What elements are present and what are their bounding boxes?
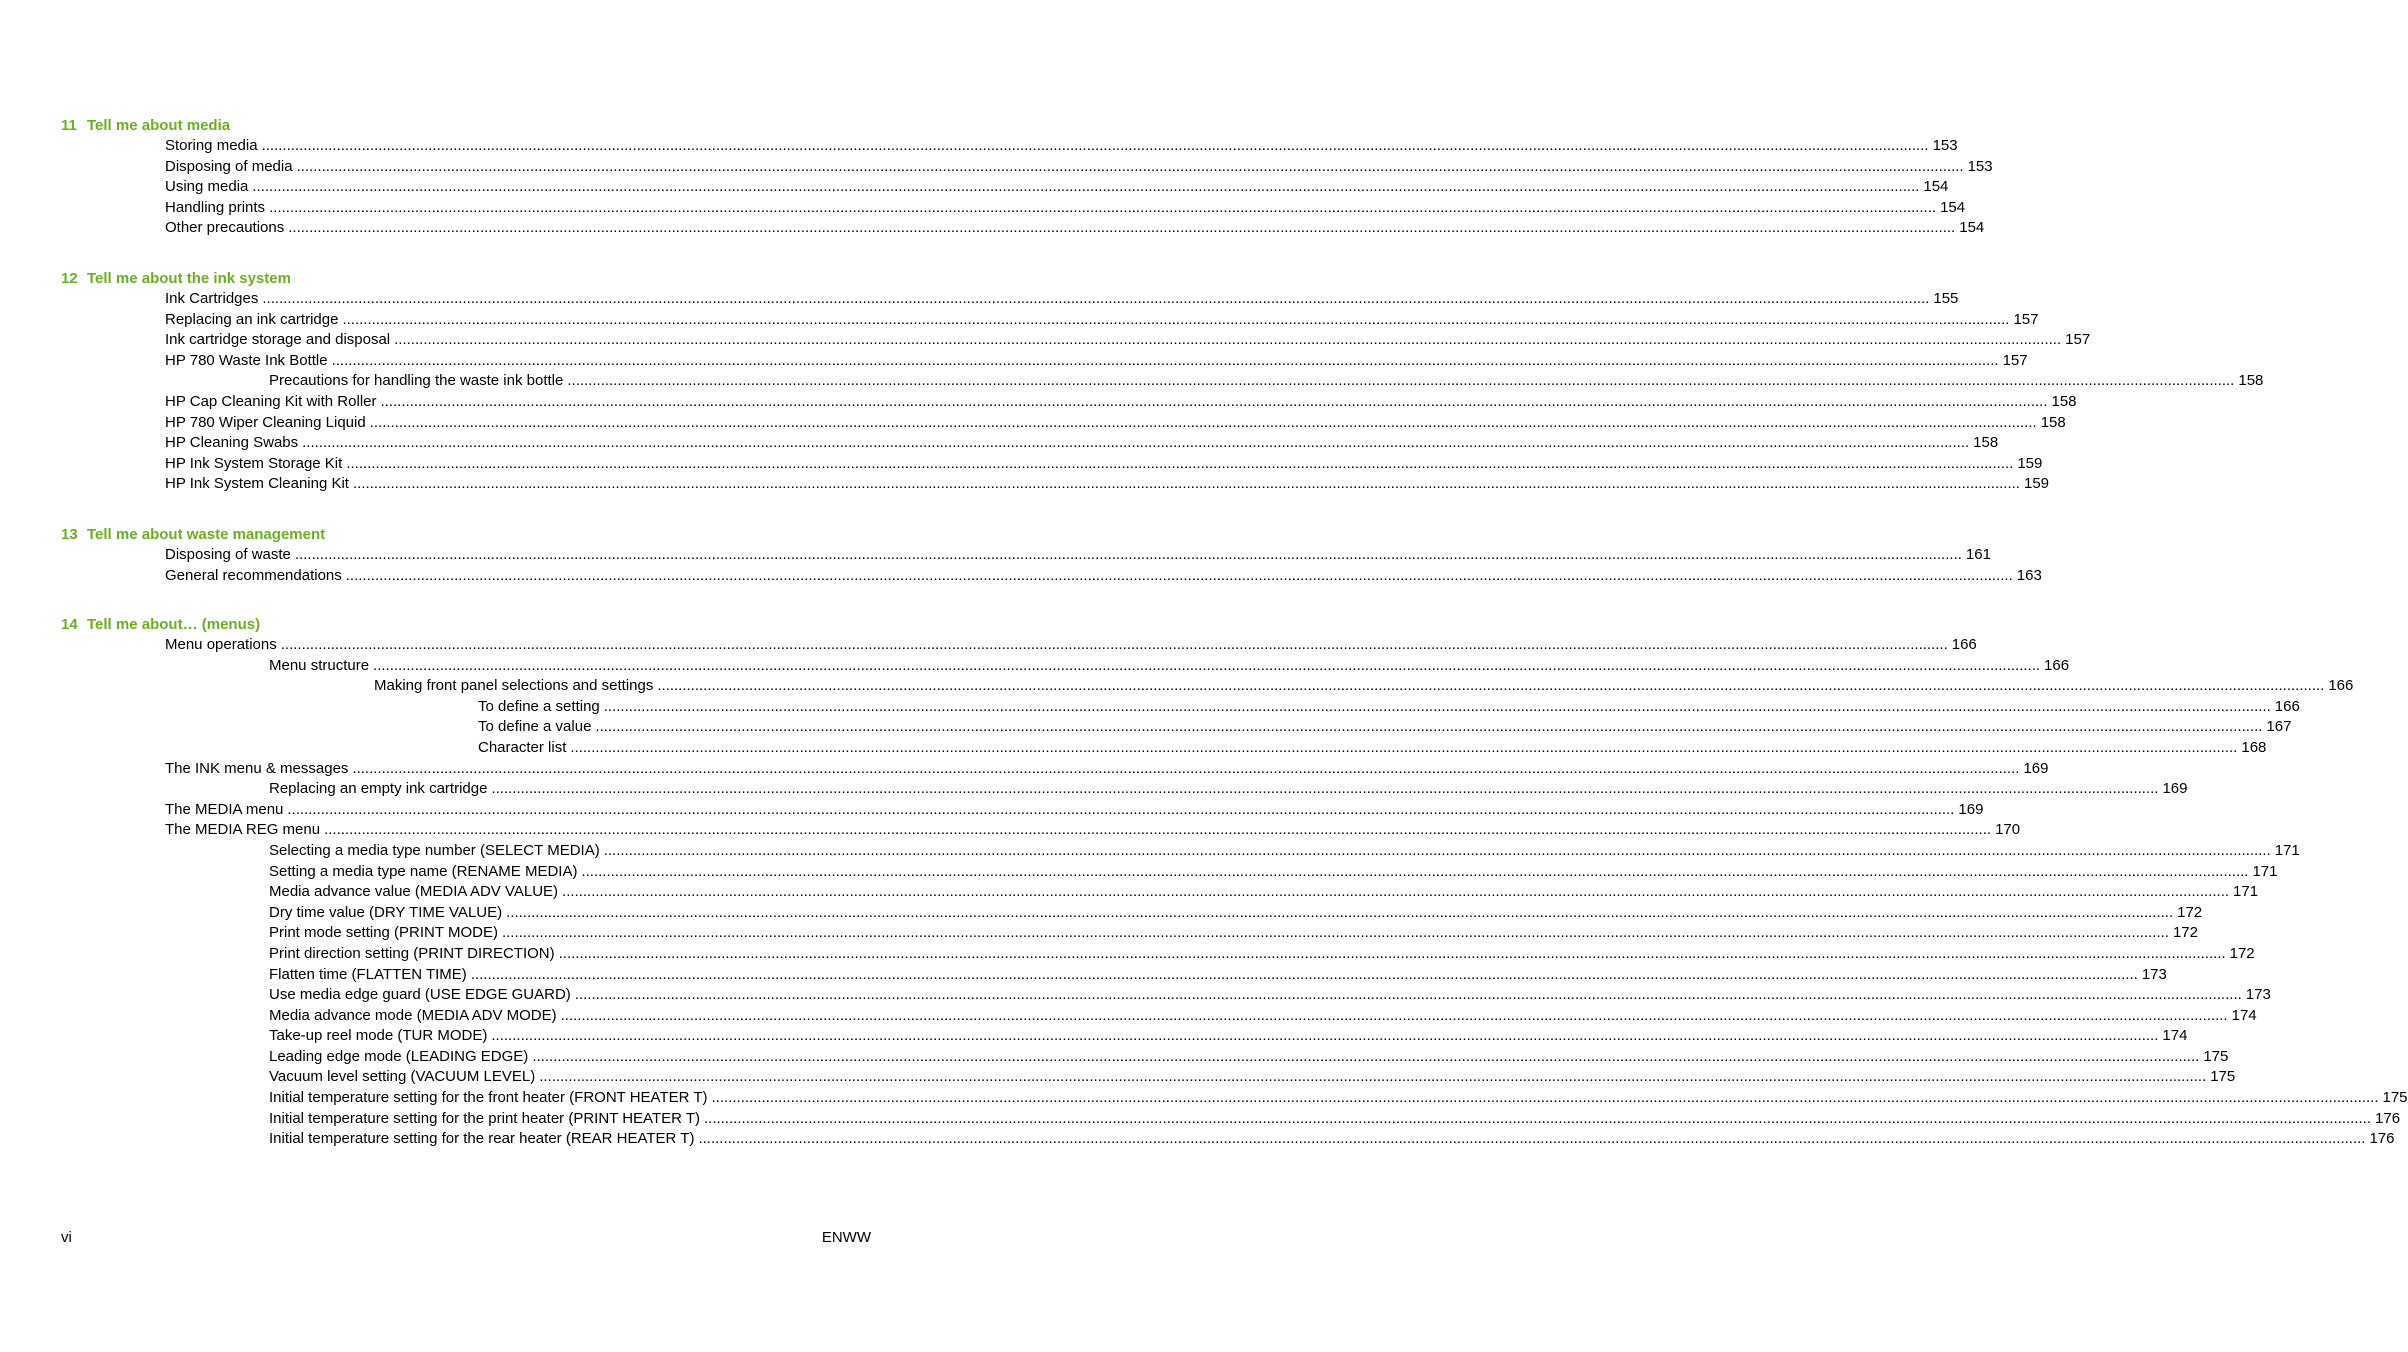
footer-page-number: vi xyxy=(61,1229,72,1246)
toc-entry-title: Media advance value (MEDIA ADV VALUE) xyxy=(269,883,559,901)
toc-entry-title: The INK menu & messages xyxy=(165,759,349,777)
toc-entry-page: 172 xyxy=(2177,903,2203,921)
dot-leader: ................................................................................................................................................................................................................................................................................................................................................................................................................ xyxy=(342,310,2010,328)
toc-entry[interactable] xyxy=(269,1109,2401,1130)
toc-entry-title: Disposing of media xyxy=(165,157,293,175)
toc-entry[interactable] xyxy=(165,177,1949,198)
dot-leader: ................................................................................................................................................................................................................................................................................................................................................................................................................ xyxy=(558,944,2226,962)
dot-leader: ................................................................................................................................................................................................................................................................................................................................................................................................................ xyxy=(369,413,2037,431)
toc-entry[interactable] xyxy=(269,656,2070,677)
toc-entry[interactable] xyxy=(165,545,1991,566)
dot-leader: ................................................................................................................................................................................................................................................................................................................................................................................................................ xyxy=(302,434,1970,452)
toc-entry-title: Setting a media type name (RENAME MEDIA) xyxy=(269,862,578,880)
toc-entry-title: Making front panel selections and settings xyxy=(374,677,654,695)
toc-entry-title: HP 780 Wiper Cleaning Liquid xyxy=(165,413,366,431)
toc-entry[interactable] xyxy=(374,676,2354,697)
toc-entry-title: HP Ink System Cleaning Kit xyxy=(165,475,349,493)
toc-entry-title: The MEDIA REG menu xyxy=(165,821,321,839)
footer-doc-code: ENWW xyxy=(821,1229,871,1246)
dot-leader: ................................................................................................................................................................................................................................................................................................................................................................................................................ xyxy=(331,351,1999,369)
dot-leader: ................................................................................................................................................................................................................................................................................................................................................................................................................ xyxy=(269,198,1937,216)
toc-entry[interactable] xyxy=(165,820,2021,841)
dot-leader: ................................................................................................................................................................................................................................................................................................................................................................................................................ xyxy=(491,1027,2159,1045)
toc-entry[interactable] xyxy=(165,310,2039,331)
toc-entry-page: 174 xyxy=(2162,1027,2188,1045)
toc-entry-title: Menu operations xyxy=(165,636,277,653)
toc-entry-page: 158 xyxy=(2238,372,2264,390)
dot-leader: ................................................................................................................................................................................................................................................................................................................................................................................................................ xyxy=(603,841,2271,859)
toc-entry[interactable] xyxy=(269,923,2198,944)
toc-entry[interactable] xyxy=(478,697,2300,718)
toc-entry-title: Replacing an empty ink cartridge xyxy=(269,780,488,798)
toc-entry-title: Media advance mode (MEDIA ADV MODE) xyxy=(269,1006,557,1024)
chapter-number: 11 xyxy=(61,117,77,134)
dot-leader: ................................................................................................................................................................................................................................................................................................................................................................................................................ xyxy=(603,697,2271,715)
toc-entry[interactable] xyxy=(165,759,2049,780)
toc-entry-page: 159 xyxy=(2017,454,2043,472)
toc-entry[interactable] xyxy=(269,779,2188,800)
toc-entry-page: 166 xyxy=(2044,656,2070,674)
toc-entry-title: HP 780 Waste Ink Bottle xyxy=(165,351,328,369)
toc-entry-title: General recommendations xyxy=(165,566,342,584)
toc-entry[interactable] xyxy=(165,392,2077,413)
dot-leader: ................................................................................................................................................................................................................................................................................................................................................................................................................ xyxy=(532,1047,2200,1065)
toc-entry[interactable] xyxy=(165,800,1984,821)
toc-entry-title: HP Cap Cleaning Kit with Roller xyxy=(165,392,377,410)
toc-entry-title: Ink cartridge storage and disposal xyxy=(165,331,391,349)
dot-leader: ................................................................................................................................................................................................................................................................................................................................................................................................................ xyxy=(560,1006,2228,1024)
toc-entry-page: 171 xyxy=(2274,841,2300,859)
toc-entry-page: 163 xyxy=(2016,566,2042,584)
dot-leader: ................................................................................................................................................................................................................................................................................................................................................................................................................ xyxy=(581,862,2249,880)
toc-entry-page: 169 xyxy=(1958,800,1984,818)
dot-leader: ................................................................................................................................................................................................................................................................................................................................................................................................................ xyxy=(539,1068,2207,1086)
dot-leader: ................................................................................................................................................................................................................................................................................................................................................................................................................ xyxy=(595,718,2263,736)
toc-entry[interactable] xyxy=(165,566,2042,587)
toc-entry[interactable] xyxy=(269,1047,2229,1068)
toc-entry[interactable] xyxy=(165,474,2050,495)
toc-entry[interactable] xyxy=(165,157,1993,178)
toc-entry-page: 159 xyxy=(2023,475,2050,493)
chapter-title: Tell me about… (menus) xyxy=(87,616,261,633)
dot-leader: ................................................................................................................................................................................................................................................................................................................................................................................................................ xyxy=(711,1089,2379,1107)
toc-entry-title: Character list xyxy=(478,738,567,756)
toc-entry-title: Vacuum level setting (VACUUM LEVEL) xyxy=(269,1068,536,1086)
toc-entry-title: To define a setting xyxy=(478,697,600,715)
toc-entry-page: 158 xyxy=(2040,413,2066,431)
toc-chapter-11 xyxy=(61,115,1993,239)
dot-leader: ................................................................................................................................................................................................................................................................................................................................................................................................................ xyxy=(562,883,2230,901)
dot-leader: ................................................................................................................................................................................................................................................................................................................................................................................................................ xyxy=(501,924,2169,942)
dot-leader: ................................................................................................................................................................................................................................................................................................................................................................................................................ xyxy=(346,454,2014,472)
toc-entry-page: 172 xyxy=(2172,924,2198,942)
toc-entry[interactable] xyxy=(165,635,1977,656)
dot-leader: ................................................................................................................................................................................................................................................................................................................................................................................................................ xyxy=(570,738,2238,756)
chapter-number: 13 xyxy=(61,526,78,543)
toc-entry-title: Handling prints xyxy=(165,198,266,216)
dot-leader: ................................................................................................................................................................................................................................................................................................................................................................................................................ xyxy=(657,677,2325,695)
dot-leader: ................................................................................................................................................................................................................................................................................................................................................................................................................ xyxy=(506,903,2174,921)
toc-entry-title: Initial temperature setting for the rear heater (REAR HEATER T) xyxy=(269,1130,695,1148)
dot-leader: ................................................................................................................................................................................................................................................................................................................................................................................................................ xyxy=(470,965,2138,983)
toc-entry-title: HP Ink System Storage Kit xyxy=(165,454,343,472)
toc-entry-title: Menu structure xyxy=(269,656,370,674)
toc-entry-page: 154 xyxy=(1923,178,1949,196)
toc-entry-page: 158 xyxy=(1973,434,1999,452)
dot-leader: ................................................................................................................................................................................................................................................................................................................................................................................................................ xyxy=(287,800,1955,818)
toc-entry-page: 168 xyxy=(2241,738,2267,756)
chapter-heading[interactable] xyxy=(61,614,871,635)
toc-entry-title: Other precautions xyxy=(165,219,285,237)
toc-entry[interactable] xyxy=(165,330,2091,351)
toc-entry-page: 176 xyxy=(2369,1130,2395,1148)
chapter-heading[interactable] xyxy=(61,524,871,545)
toc-entry[interactable] xyxy=(269,862,2278,883)
toc-entry-title: Precautions for handling the waste ink bottle xyxy=(269,372,564,390)
toc-entry-title: Print direction setting (PRINT DIRECTION) xyxy=(269,944,555,962)
chapter-title: Tell me about the ink system xyxy=(87,270,291,287)
toc-entry[interactable] xyxy=(269,985,2271,1006)
toc-entry[interactable] xyxy=(165,289,1959,310)
dot-leader: ................................................................................................................................................................................................................................................................................................................................................................................................................ xyxy=(491,780,2159,798)
dot-leader: ................................................................................................................................................................................................................................................................................................................................................................................................................ xyxy=(262,290,1930,307)
toc-entry[interactable] xyxy=(269,1088,2408,1109)
toc-entry-title: Leading edge mode (LEADING EDGE) xyxy=(269,1047,529,1065)
toc-entry-title: Using media xyxy=(165,178,249,196)
toc-entry-page: 169 xyxy=(2023,759,2049,777)
toc-entry[interactable] xyxy=(165,454,2043,475)
chapter-number: 12 xyxy=(61,270,78,287)
toc-entry-title: Storing media xyxy=(165,137,258,154)
toc-entry-title: The MEDIA menu xyxy=(165,800,284,818)
toc-entry-title: Ink Cartridges xyxy=(165,290,259,307)
toc-entry-title: Replacing an ink cartridge xyxy=(165,310,339,328)
toc-entry-page: 158 xyxy=(2051,392,2077,410)
toc-entry-title: Initial temperature setting for the front heater (FRONT HEATER T) xyxy=(269,1089,708,1107)
toc-entry[interactable] xyxy=(269,1006,2257,1027)
toc-entry-title: Initial temperature setting for the print heater (PRINT HEATER T) xyxy=(269,1109,701,1127)
toc-entry-page: 175 xyxy=(2203,1047,2229,1065)
toc-entry[interactable] xyxy=(269,965,2167,986)
toc-entry-page: 175 xyxy=(2382,1089,2408,1107)
dot-leader: ................................................................................................................................................................................................................................................................................................................................................................................................................ xyxy=(296,157,1964,175)
toc-entry[interactable] xyxy=(165,413,2066,434)
toc-entry-page: 157 xyxy=(2065,331,2091,349)
toc-entry-title: Disposing of waste xyxy=(165,546,291,563)
toc-entry[interactable] xyxy=(269,1067,2236,1088)
dot-leader: ................................................................................................................................................................................................................................................................................................................................................................................................................ xyxy=(288,219,1956,237)
toc-entry-page: 167 xyxy=(2266,718,2292,736)
toc-entry-title: Print mode setting (PRINT MODE) xyxy=(269,924,498,942)
toc-entry-page: 170 xyxy=(1995,821,2021,839)
chapter-number: 14 xyxy=(61,616,78,633)
toc-chapter-14 xyxy=(61,614,2408,1150)
toc-entry[interactable] xyxy=(269,1129,2395,1150)
dot-leader: ................................................................................................................................................................................................................................................................................................................................................................................................................ xyxy=(373,656,2041,674)
toc-entry-page: 153 xyxy=(1932,137,1958,154)
toc-entry-page: 169 xyxy=(2162,780,2188,798)
toc-entry[interactable] xyxy=(165,136,1958,157)
toc-entry-page: 171 xyxy=(2233,883,2259,901)
toc-entry-page: 157 xyxy=(2013,310,2039,328)
toc-entry[interactable] xyxy=(165,433,1999,454)
dot-leader: ................................................................................................................................................................................................................................................................................................................................................................................................................ xyxy=(567,372,2235,390)
toc-entry-page: 172 xyxy=(2229,944,2255,962)
toc-entry-title: Flatten time (FLATTEN TIME) xyxy=(269,965,467,983)
chapter-title: Tell me about waste management xyxy=(87,526,326,543)
chapter-title: Tell me about media xyxy=(87,117,231,134)
dot-leader: ................................................................................................................................................................................................................................................................................................................................................................................................................ xyxy=(345,566,2013,584)
toc-entry-page: 171 xyxy=(2252,862,2278,880)
toc-entry-title: Use media edge guard (USE EDGE GUARD) xyxy=(269,986,571,1004)
toc-entry-page: 166 xyxy=(2274,697,2300,715)
toc-entry-page: 153 xyxy=(1967,157,1993,175)
toc-chapter-13 xyxy=(61,524,2042,586)
dot-leader: ................................................................................................................................................................................................................................................................................................................................................................................................................ xyxy=(280,636,1948,653)
toc-entry[interactable] xyxy=(269,1026,2188,1047)
toc-chapter-12 xyxy=(61,268,2264,495)
dot-leader: ................................................................................................................................................................................................................................................................................................................................................................................................................ xyxy=(324,821,1992,839)
dot-leader: ................................................................................................................................................................................................................................................................................................................................................................................................................ xyxy=(352,475,2020,493)
toc-entry-title: To define a value xyxy=(478,718,592,736)
toc-entry[interactable] xyxy=(269,903,2203,924)
toc-entry-page: 176 xyxy=(2375,1109,2401,1127)
toc-entry-page: 166 xyxy=(1951,636,1977,653)
dot-leader: ................................................................................................................................................................................................................................................................................................................................................................................................................ xyxy=(294,546,1962,563)
toc-entry-page: 161 xyxy=(1965,546,1991,563)
dot-leader: ................................................................................................................................................................................................................................................................................................................................................................................................................ xyxy=(380,392,2048,410)
chapter-heading[interactable] xyxy=(61,268,871,289)
toc-entry[interactable] xyxy=(269,944,2255,965)
dot-leader: ................................................................................................................................................................................................................................................................................................................................................................................................................ xyxy=(352,759,2020,777)
dot-leader: ................................................................................................................................................................................................................................................................................................................................................................................................................ xyxy=(261,137,1929,154)
toc-entry-page: 154 xyxy=(1940,198,1966,216)
toc-entry[interactable] xyxy=(269,841,2300,862)
dot-leader: ................................................................................................................................................................................................................................................................................................................................................................................................................ xyxy=(704,1109,2372,1127)
toc-entry-page: 173 xyxy=(2245,986,2271,1004)
toc-entry[interactable] xyxy=(478,717,2292,738)
toc-entry-title: Dry time value (DRY TIME VALUE) xyxy=(269,903,503,921)
toc-entry[interactable] xyxy=(165,198,1966,219)
dot-leader: ................................................................................................................................................................................................................................................................................................................................................................................................................ xyxy=(698,1130,2366,1148)
dot-leader: ................................................................................................................................................................................................................................................................................................................................................................................................................ xyxy=(252,178,1920,196)
toc-entry-page: 166 xyxy=(2328,677,2354,695)
toc-entry-page: 155 xyxy=(1933,290,1959,307)
toc-entry-page: 175 xyxy=(2210,1068,2236,1086)
toc-entry-title: HP Cleaning Swabs xyxy=(165,434,299,452)
toc-entry-page: 173 xyxy=(2141,965,2167,983)
toc-entry-title: Selecting a media type number (SELECT MEDIA) xyxy=(269,841,600,859)
toc-entry-page: 174 xyxy=(2231,1006,2257,1024)
toc-entry-title: Take-up reel mode (TUR MODE) xyxy=(269,1027,488,1045)
dot-leader: ................................................................................................................................................................................................................................................................................................................................................................................................................ xyxy=(574,986,2242,1004)
toc-entry[interactable] xyxy=(269,371,2264,392)
toc-entry[interactable] xyxy=(165,351,2028,372)
toc-entry[interactable] xyxy=(165,218,1985,239)
toc-entry-page: 154 xyxy=(1959,219,1985,237)
chapter-heading[interactable] xyxy=(61,115,871,136)
toc-entry-page: 157 xyxy=(2002,351,2028,369)
toc-entry[interactable] xyxy=(478,738,2267,759)
toc-entry[interactable] xyxy=(269,882,2259,903)
dot-leader: ................................................................................................................................................................................................................................................................................................................................................................................................................ xyxy=(394,331,2062,349)
